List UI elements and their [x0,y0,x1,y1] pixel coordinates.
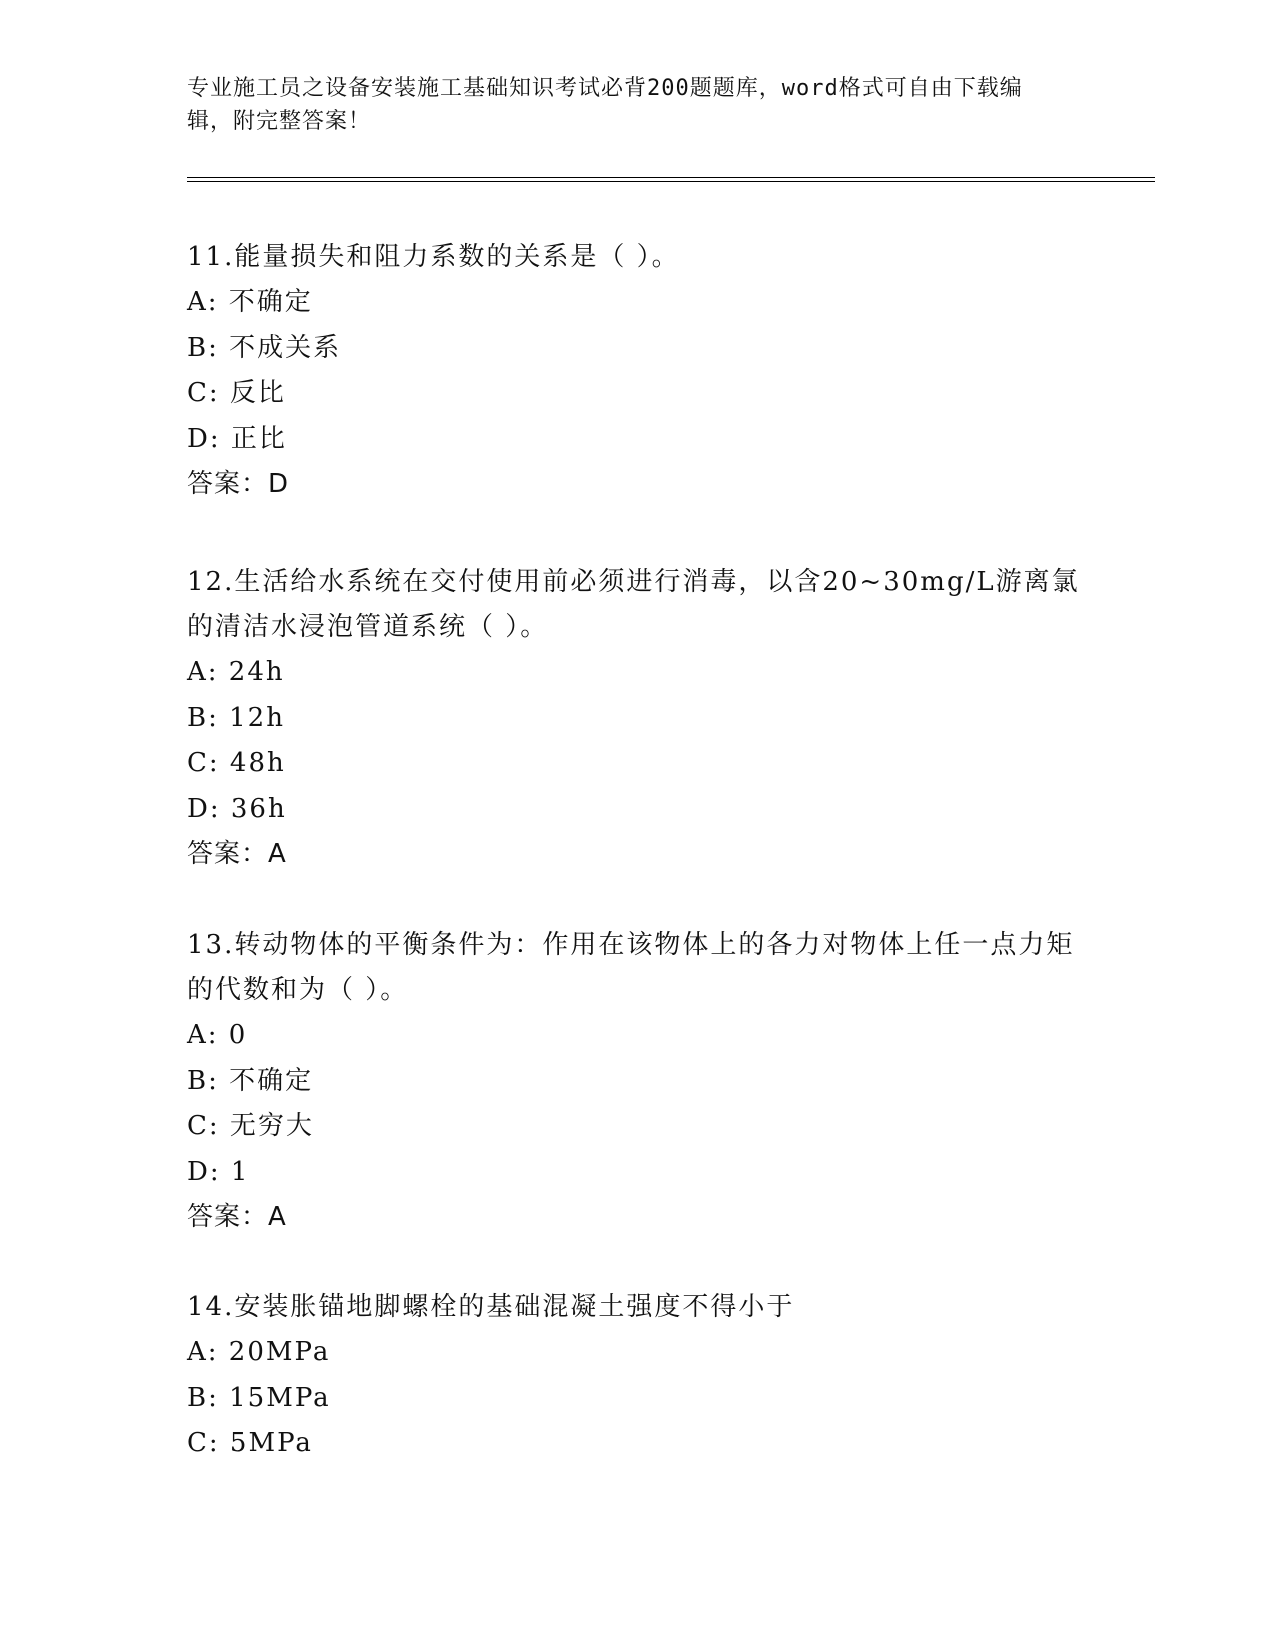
question-11 [187,235,1087,508]
answer-label: 答案：A [187,839,287,869]
option-c: C: 无穷大 [187,1111,314,1141]
question-14 [187,1285,1087,1467]
header-double-rule [187,177,1155,182]
answer-label: 答案：A [187,1202,287,1232]
option-c: C: 48h [187,748,286,778]
option-c: C: 反比 [187,378,286,408]
answer-label: 答案：D [187,469,290,499]
question-stem: 14.安装胀锚地脚螺栓的基础混凝土强度不得小于 [187,1292,795,1322]
option-a: A: 20MPa [187,1337,331,1367]
option-b: B: 不成关系 [187,332,342,363]
question-13 [187,923,1087,1241]
option-b: B: 15MPa [187,1382,331,1413]
question-stem: 12.生活给水系统在交付使用前必须进行消毒，以含20~30mg/L游离氯的清洁水浸泡管道系统（ ）。 [187,567,1080,642]
option-a: A: 不确定 [187,287,313,317]
option-d: D: 1 [187,1156,250,1187]
question-12 [187,560,1087,878]
option-d: D: 正比 [187,423,287,454]
option-c: C: 5MPa [187,1428,313,1458]
question-stem: 13.转动物体的平衡条件为：作用在该物体上的各力对物体上任一点力矩的代数和为（ ）。 [187,930,1075,1005]
option-a: A: 24h [187,657,285,687]
option-a: A: 0 [187,1020,248,1050]
document-header: 专业施工员之设备安装施工基础知识考试必背200题题库，word格式可自由下载编辑，附完整答案！ [187,76,1023,134]
option-d: D: 36h [187,793,287,824]
option-b: B: 12h [187,702,285,733]
option-b: B: 不确定 [187,1065,314,1096]
question-stem: 11.能量损失和阻力系数的关系是（ ）。 [187,242,680,272]
